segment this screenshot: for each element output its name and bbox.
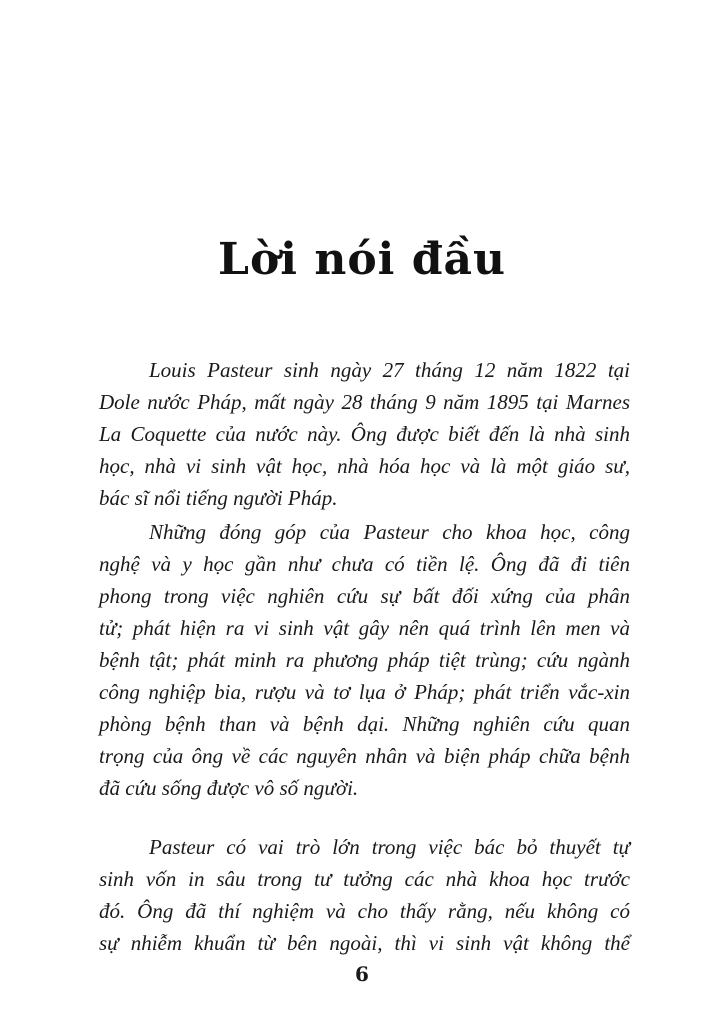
page-title: Lời nói đầu — [218, 234, 506, 286]
text-line: học, nhà vi sinh vật học, nhà hóa học và là một giáo sư, — [99, 454, 630, 478]
paragraph-3 — [99, 831, 630, 959]
text-line: Pasteur có vai trò lớn trong việc bác bỏ thuyết tự — [149, 835, 630, 859]
text-line: bệnh tật; phát minh ra phương pháp tiệt trùng; cứu ngành — [99, 648, 630, 672]
text-line: phong trong việc nghiên cứu sự bất đối xứng của phân — [99, 584, 630, 608]
text-line: Những đóng góp của Pasteur cho khoa học, công — [149, 520, 630, 544]
text-line: trọng của ông về các nguyên nhân và biện pháp chữa bệnh — [99, 744, 630, 768]
text-line: sự nhiễm khuẩn từ bên ngoài, thì vi sinh vật không thể — [99, 931, 630, 955]
text-line: đã cứu sống được vô số người. — [99, 776, 359, 800]
text-line: Dole nước Pháp, mất ngày 28 tháng 9 năm 1895 tại Marnes — [99, 390, 630, 414]
text-line: đó. Ông đã thí nghiệm và cho thấy rằng, nếu không có — [99, 899, 630, 923]
text-line: sinh vốn in sâu trong tư tưởng các nhà khoa học trước — [99, 867, 630, 891]
text-line: La Coquette của nước này. Ông được biết đến là nhà sinh — [99, 422, 630, 446]
text-line: tử; phát hiện ra vi sinh vật gây nên quá trình lên men và — [99, 616, 630, 640]
text-line: phòng bệnh than và bệnh dại. Những nghiên cứu quan — [99, 712, 630, 736]
text-line: bác sĩ nổi tiếng người Pháp. — [99, 486, 338, 510]
text-line: Louis Pasteur sinh ngày 27 tháng 12 năm 1822 tại — [149, 358, 630, 382]
text-line: nghệ và y học gần như chưa có tiền lệ. Ông đã đi tiên — [99, 552, 630, 576]
text-line: công nghiệp bia, rượu và tơ lụa ở Pháp; phát triển vắc-xin — [99, 680, 630, 704]
page-number: 6 — [355, 962, 369, 986]
paragraph-2 — [99, 516, 630, 804]
paragraph-1 — [99, 354, 630, 514]
